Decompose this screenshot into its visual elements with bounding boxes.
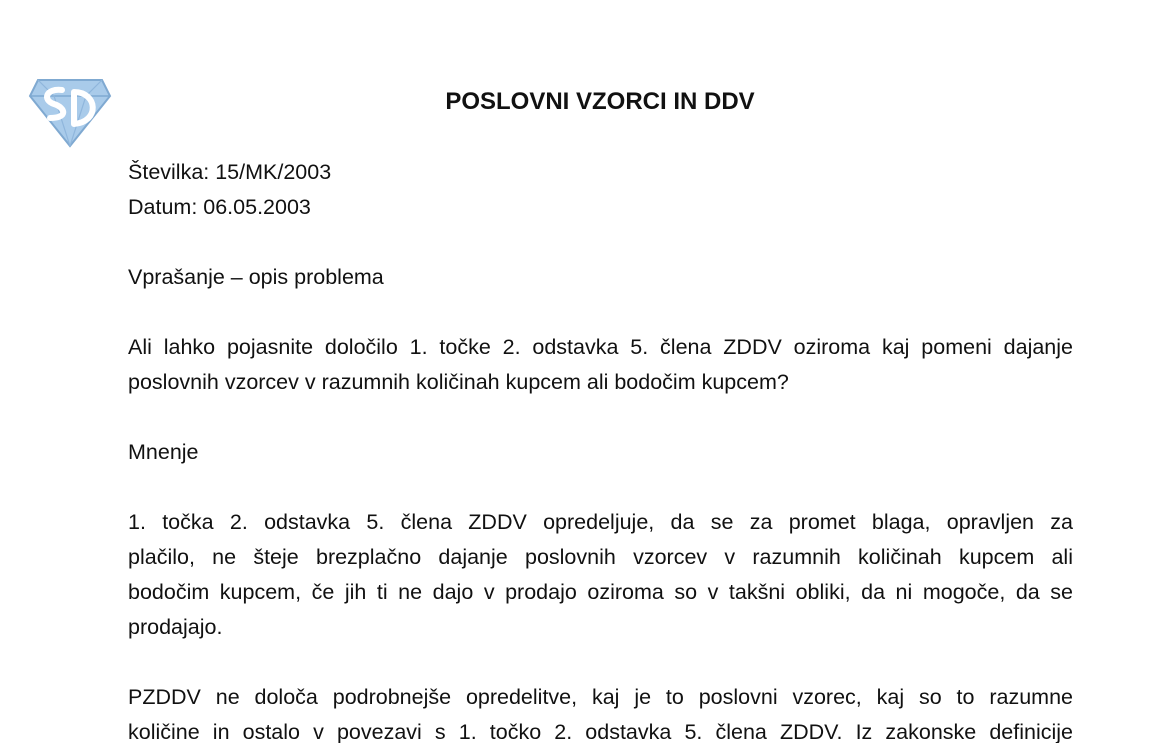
- paragraph-line: PZDDV ne določa podrobnejše opredelitve, kaj je to poslovni vzorec, kaj so to razumne: [128, 685, 1073, 709]
- document-title: POSLOVNI VZORCI IN DDV: [445, 88, 755, 115]
- spacer: [128, 225, 1073, 260]
- document-body: [128, 155, 1073, 743]
- paragraph-line: prodajajo.: [128, 615, 223, 639]
- opinion-paragraph-1: [128, 505, 1073, 645]
- paragraph-line: plačilo, ne šteje brezplačno dajanje poslovnih vzorcev v razumnih količinah kupcem ali: [128, 545, 1073, 569]
- document-date: Datum: 06.05.2003: [128, 195, 311, 219]
- paragraph-line: bodočim kupcem, če jih ti ne dajo v prodajo oziroma so v takšni obliki, da ni mogoče, da se: [128, 580, 1073, 604]
- spacer: [128, 645, 1073, 680]
- question-heading: Vprašanje – opis problema: [128, 265, 384, 289]
- spacer: [128, 400, 1073, 435]
- document-number: Številka: 15/MK/2003: [128, 160, 332, 184]
- spacer: [128, 295, 1073, 330]
- paragraph-line: poslovnih vzorcev v razumnih količinah kupcem ali bodočim kupcem?: [128, 370, 789, 394]
- paragraph-line: količine in ostalo v povezavi s 1. točko 2. odstavka 5. člena ZDDV. Iz zakonske definicije: [128, 720, 1073, 743]
- paragraph-line: 1. točka 2. odstavka 5. člena ZDDV opredeljuje, da se za promet blaga, opravljen za: [128, 510, 1073, 534]
- question-paragraph: [128, 330, 1073, 400]
- spacer: [128, 470, 1073, 505]
- opinion-heading: Mnenje: [128, 440, 199, 464]
- opinion-paragraph-2: [128, 680, 1073, 743]
- paragraph-line: Ali lahko pojasnite določilo 1. točke 2. odstavka 5. člena ZDDV oziroma kaj pomeni dajanje: [128, 335, 1073, 359]
